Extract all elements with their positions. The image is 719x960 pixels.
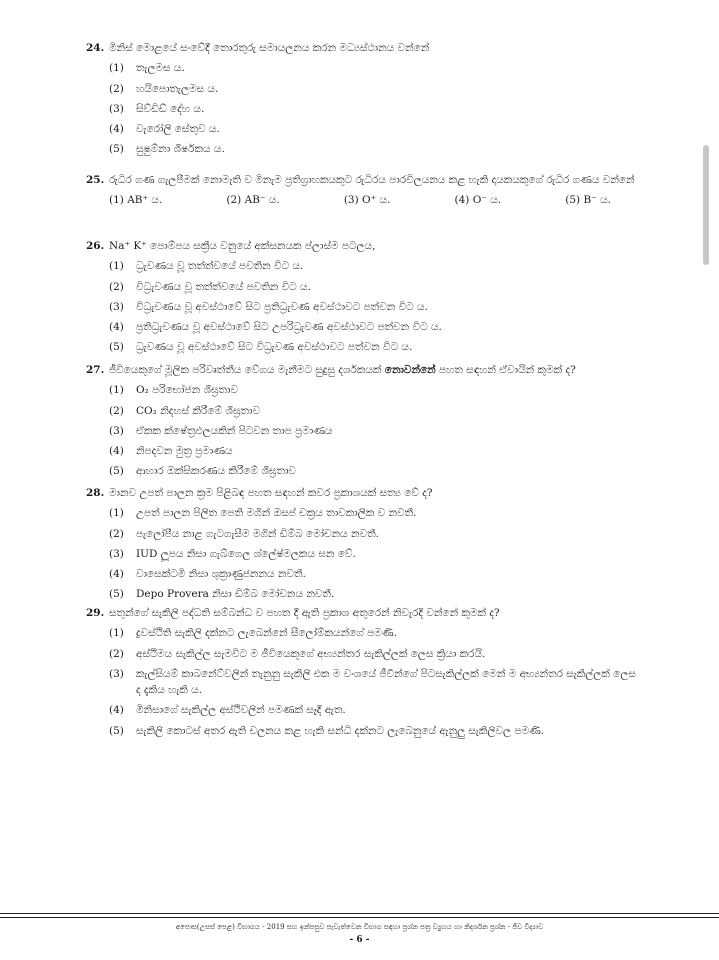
question-text: Na⁺ K⁺ පොම්පය සක්‍රීය වනුයේ අක්සනයක ප්ලාස්ම පටලය, bbox=[109, 240, 376, 252]
option-number: (2) bbox=[109, 404, 124, 417]
option-number: (4) bbox=[109, 321, 124, 334]
option-text: AB⁺ ය. bbox=[127, 194, 163, 207]
option-text: තැලමස ය. bbox=[136, 62, 185, 75]
option bbox=[109, 141, 641, 157]
option-text: සුෂුම්නා ශීර්ෂකය ය. bbox=[136, 143, 225, 156]
option-text: අස්ථිමය සැකිල්ල සැමවිට ම ජීවියෙකුගේ අභ්‍යන්තර සැකිල්ලක් ලෙස ක්‍රියා කරයි. bbox=[136, 647, 486, 660]
option-text: ආහාර ඔක්සිකරණය කිරීමේ ශීඝ්‍රතාව bbox=[136, 465, 296, 478]
option-text: O₂ පරිභෝජන ශීඝ්‍රතාව bbox=[136, 384, 239, 397]
option-number: (1) bbox=[109, 260, 124, 273]
option-text: ද්‍රවස්ථිති සැකිලි දක්නට ලැබෙන්නේ සීලෝම්කයන්ගේ පමණි. bbox=[136, 627, 397, 640]
option bbox=[109, 463, 641, 479]
option bbox=[109, 121, 641, 137]
option bbox=[109, 586, 641, 602]
option-number: (1) bbox=[109, 627, 124, 640]
option-number: (2) bbox=[109, 527, 124, 540]
option bbox=[109, 81, 641, 97]
option bbox=[109, 60, 641, 76]
option bbox=[109, 546, 641, 562]
footer-text: අපොස(උසස් පෙළ) විභාගය - 2019 සහ ඉන්පසුව පැවැත්වෙන විභාග සඳහා ප්‍රශ්න පත්‍ර ව්‍යුහය හා නිදර්ශන ප්‍රශ්න - ජීව විද්‍යාව bbox=[175, 923, 544, 931]
question-26 bbox=[86, 238, 641, 356]
question-24 bbox=[86, 40, 641, 158]
question-number: 29. bbox=[86, 607, 105, 619]
option-text: පැලෝපීය නාළ ගැටගැසීම මගින් ඩිම්බ මෝචනය නවතී. bbox=[136, 527, 379, 540]
footer-divider bbox=[0, 917, 719, 918]
option-text: O⁺ ය. bbox=[362, 194, 391, 207]
option-text: හයිපොතැලමස ය. bbox=[136, 82, 219, 95]
option-number: (1) bbox=[109, 507, 124, 520]
option-text: නිපදවන මුත්‍ර ප්‍රමාණය bbox=[136, 445, 233, 458]
option bbox=[109, 625, 641, 641]
option-text: සැකිලි කොටස් අතර ඇති චලනය කළ හැකි සන්ධි දක්නට ලැබෙනුයේ ඇනුලු සැකිලිවල පමණි. bbox=[136, 724, 545, 737]
option bbox=[109, 443, 641, 459]
option-text: කැල්සියම් කාබනේට්වලින් තැනුනු සැකිලි එක ම වංශයේ ජීවීන්ගේ පිටසැකිල්ලක් මෙන් ම අභ්‍යන්තර සැකිල්ලක් ලෙස ද දැකිය හැකි ය. bbox=[136, 667, 636, 697]
option-text: B⁻ ය. bbox=[583, 194, 611, 207]
option bbox=[109, 666, 641, 699]
question-25 bbox=[86, 172, 641, 209]
option-number: (3) bbox=[343, 194, 359, 207]
option bbox=[109, 423, 641, 439]
question-text: සතුන්ගේ සැකිලි පද්ධති සම්බන්ධ ව පහත දී ඇති ප්‍රකාශ අතුරෙන් නිවැරදි වන්නේ කුමක් ද? bbox=[109, 607, 500, 619]
option-number: (4) bbox=[109, 568, 124, 581]
option-number: (3) bbox=[109, 300, 124, 313]
option-number: (5) bbox=[109, 588, 124, 601]
question-text: රුධිර ගණ ගැලපීමක් නොමැති ව මිනැම ප්‍රතිග්‍රාහකයකුට රුධිරය පාරවිලයනය කළ හැකි දායකයකුගේ රුධිර ගණය වන්නේ bbox=[109, 174, 635, 186]
option-text: සිව්ඩිඩ් දේහ ය. bbox=[136, 102, 205, 115]
option-number: (1) bbox=[109, 384, 124, 397]
question-28 bbox=[86, 485, 641, 603]
option bbox=[109, 279, 641, 295]
option bbox=[109, 403, 641, 419]
option-text: වාසෙක්ටමි නිසා ශුක්‍රාණුජනනය නවතී. bbox=[136, 568, 306, 581]
question-number: 26. bbox=[86, 240, 105, 252]
option-text: මිනිසාගේ සැකිල්ල අස්ථිවලින් පමණක් සෑදී ඇත. bbox=[136, 704, 346, 717]
option-text: CO₂ නිදහස් කිරීමේ ශීඝ්‍රතාව bbox=[136, 404, 261, 417]
option-text: වැරෝලි සේතුව ය. bbox=[136, 123, 220, 136]
option-number: (5) bbox=[109, 143, 124, 156]
question-number: 25. bbox=[86, 174, 105, 186]
question-text: මානව උපත් පාලන ක්‍රම පිළිබඳ පහත සඳහන් කවර ප්‍රකාශයක් සත්‍ය වේ ද? bbox=[109, 487, 433, 499]
option-number: (1) bbox=[109, 194, 124, 207]
option bbox=[455, 192, 502, 208]
option-number: (1) bbox=[109, 62, 124, 75]
option-text: උපත් පාලන පිලිත පෙති මගින් ඔසප් චක්‍රය තාවකාලික ව නවතී. bbox=[136, 507, 417, 520]
option-text: ධ්‍රැවණය වූ අවස්ථාවේ සිට විධ්‍රැවණ අවස්ථාවට පත්වන විට ය. bbox=[136, 341, 413, 354]
option-number: (2) bbox=[109, 280, 124, 293]
option-number: (3) bbox=[109, 102, 124, 115]
option-text: IUD ලූපය නිසා ගැබ්ගෙල ශ්ලේෂ්මලකය ඝන වේ. bbox=[136, 547, 356, 560]
option-number: (4) bbox=[454, 194, 470, 207]
scrollbar-thumb[interactable] bbox=[703, 145, 709, 265]
option-text: ප්‍රතිධ්‍රැවණය වූ අවස්ථාවේ සිට උපරිධ්‍රැවණ අවස්ථාවට පත්වන විට ය. bbox=[136, 321, 442, 334]
option bbox=[109, 505, 641, 521]
option bbox=[109, 192, 162, 208]
question-number: 24. bbox=[86, 42, 105, 54]
option-text: විධ්‍රැවණය වූ අවස්ථාවේ සිට ප්‍රතිධ්‍රැවණ අවස්ථාවට පත්වන විට ය. bbox=[136, 300, 428, 313]
option bbox=[109, 723, 641, 739]
option bbox=[344, 192, 391, 208]
option bbox=[109, 702, 641, 718]
option-number: (4) bbox=[109, 123, 124, 136]
option-number: (4) bbox=[109, 445, 124, 458]
option-number: (3) bbox=[109, 547, 124, 560]
question-number: 28. bbox=[86, 487, 105, 499]
option bbox=[109, 566, 641, 582]
option-number: (4) bbox=[109, 704, 124, 717]
option-number: (5) bbox=[565, 194, 581, 207]
option bbox=[109, 299, 641, 315]
emphasis-word: නොවන්නේ bbox=[384, 364, 436, 376]
option bbox=[109, 101, 641, 117]
option-text: ඒකක ක්ෂේත්‍රඵලයකින් පිටවන තාප ප්‍රමාණය bbox=[136, 424, 333, 437]
question-text: මිනිස් මොළයේ සංවේදී තොරතුරු සමායලනය කරන මධ්‍යස්ථානය වන්නේ bbox=[109, 42, 430, 54]
question-number: 27. bbox=[86, 364, 105, 376]
question-text: ජීවියෙකුගේ මූලික පරිවෘත්තීය වේගය මැනීමට සුදුසු දර්ශකයක් නොවන්නේ පහත සඳහන් ඒවායින් කුමක් ද? bbox=[109, 364, 576, 376]
option-number: (5) bbox=[109, 341, 124, 354]
option bbox=[109, 258, 641, 274]
question-27 bbox=[86, 362, 641, 480]
option-text: O⁻ ය. bbox=[472, 194, 502, 207]
option-text: විධ්‍රැවණය වූ තත්ත්වයේ පවතින විට ය. bbox=[136, 280, 311, 293]
option-number: (5) bbox=[109, 465, 124, 478]
option-number: (3) bbox=[109, 424, 124, 437]
option-number: (3) bbox=[109, 667, 124, 680]
option bbox=[109, 526, 641, 542]
option-number: (2) bbox=[226, 194, 242, 207]
question-29 bbox=[86, 605, 641, 739]
option bbox=[109, 339, 641, 355]
option-text: AB⁻ ය. bbox=[244, 194, 280, 207]
option-number: (2) bbox=[109, 647, 124, 660]
option bbox=[109, 382, 641, 398]
page-number: - 6 - bbox=[349, 935, 370, 945]
option bbox=[109, 319, 641, 335]
option bbox=[565, 192, 611, 208]
option bbox=[109, 646, 641, 662]
option bbox=[226, 192, 279, 208]
option-number: (5) bbox=[109, 724, 124, 737]
option-text: Depo Provera නිසා ඩිම්බ මෝචනය නවතී. bbox=[136, 588, 335, 601]
footer-divider bbox=[0, 913, 719, 914]
option-text: ධ්‍රැවණය වූ තත්ත්වයේ පවතින විට ය. bbox=[136, 260, 304, 273]
option-number: (2) bbox=[109, 82, 124, 95]
